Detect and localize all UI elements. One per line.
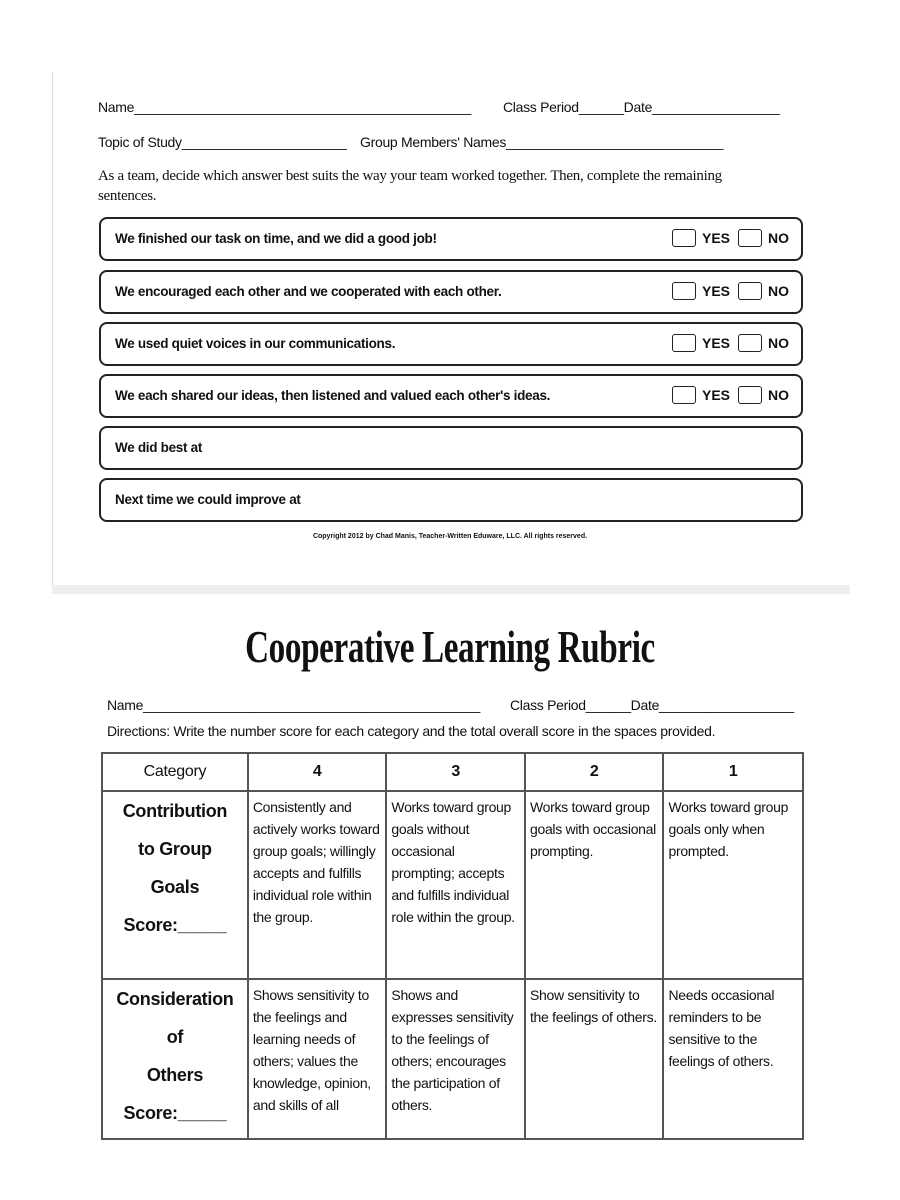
page-separator [52, 585, 850, 594]
open-response-label: We did best at [115, 440, 203, 455]
topic-field[interactable]: Topic of Study______________________ [98, 134, 347, 150]
rubric-title: Cooperative Learning Rubric [245, 621, 655, 672]
category-line: Consideration [116, 989, 234, 1009]
category-line: Score:_____ [123, 1103, 227, 1123]
statement-text: We encouraged each other and we cooperated with each other. [115, 284, 502, 299]
copyright: Copyright 2012 by Chad Manis, Teacher-Written Eduware, LLC. All rights reserved. [312, 533, 588, 540]
column-header: 3 [386, 753, 525, 791]
yes-checkbox[interactable] [672, 386, 696, 404]
table-row [102, 791, 803, 979]
group-members-field[interactable]: Group Members' Names_____________________________ [360, 134, 724, 150]
statement-row [99, 270, 803, 314]
yes-checkbox[interactable] [672, 282, 696, 300]
open-response-label: Next time we could improve at [115, 492, 301, 507]
table-row [102, 979, 803, 1139]
criteria-cell: Works toward group goals only when prompted. [663, 791, 803, 979]
yes-checkbox[interactable] [672, 229, 696, 247]
yes-label: YES [701, 335, 730, 351]
criteria-cell: Shows sensitivity to the feelings and learning needs of others; values the knowledge, opinion, and skills of all [248, 979, 387, 1139]
statement-text: We finished our task on time, and we did a good job! [115, 231, 437, 246]
statement-row [99, 217, 803, 261]
column-header: 1 [663, 753, 803, 791]
class-period-date-field[interactable]: Class Period______Date_________________ [503, 99, 780, 115]
column-header: Category [102, 753, 248, 791]
category-line: Contribution [122, 801, 228, 821]
yes-label: YES [701, 387, 730, 403]
category-line: of [166, 1027, 184, 1047]
criteria-cell: Needs occasional reminders to be sensitive to the feelings of others. [663, 979, 803, 1139]
no-checkbox[interactable] [738, 229, 762, 247]
rubric-table [101, 752, 804, 1140]
no-label: NO [768, 335, 789, 351]
criteria-cell: Shows and expresses sensitivity to the feelings of others; encourages the participation of others. [386, 979, 525, 1139]
criteria-cell: Works toward group goals without occasional prompting; accepts and fulfills individual role within the group. [386, 791, 525, 979]
category-line: Score:_____ [123, 915, 227, 935]
category-line: Goals [150, 877, 200, 897]
statement-row [99, 322, 803, 366]
criteria-cell: Works toward group goals with occasional prompting. [525, 791, 664, 979]
no-checkbox[interactable] [738, 334, 762, 352]
category-line: to Group [138, 839, 212, 859]
yes-label: YES [701, 283, 730, 299]
name-field[interactable]: Name_____________________________________________ [98, 99, 472, 115]
category-cell [102, 979, 248, 1139]
no-label: NO [768, 283, 789, 299]
statement-text: We each shared our ideas, then listened and valued each other's ideas. [115, 388, 551, 403]
yes-checkbox[interactable] [672, 334, 696, 352]
statement-text: We used quiet voices in our communications. [115, 336, 396, 351]
no-checkbox[interactable] [738, 282, 762, 300]
rubric-name-field[interactable]: Name_____________________________________________ [107, 697, 481, 713]
category-line: Others [146, 1065, 204, 1085]
criteria-cell: Show sensitivity to the feelings of others. [525, 979, 664, 1139]
no-label: NO [768, 387, 789, 403]
instructions: As a team, decide which answer best suits the way your team worked together. Then, complete the remaining [98, 168, 722, 184]
open-response-row[interactable] [99, 426, 803, 470]
no-checkbox[interactable] [738, 386, 762, 404]
rubric-class-period-date-field[interactable]: Class Period______Date__________________ [510, 697, 794, 713]
column-header: 2 [525, 753, 664, 791]
no-label: NO [768, 230, 789, 246]
rubric-directions: Directions: Write the number score for each category and the total overall score in the spaces provided. [107, 723, 716, 739]
open-response-row[interactable] [99, 478, 803, 522]
statement-row [99, 374, 803, 418]
criteria-cell: Consistently and actively works toward group goals; willingly accepts and fulfills individual role within the group. [248, 791, 387, 979]
yes-label: YES [701, 230, 730, 246]
instructions-cont: sentences. [98, 188, 157, 204]
category-cell [102, 791, 248, 979]
column-header: 4 [248, 753, 387, 791]
